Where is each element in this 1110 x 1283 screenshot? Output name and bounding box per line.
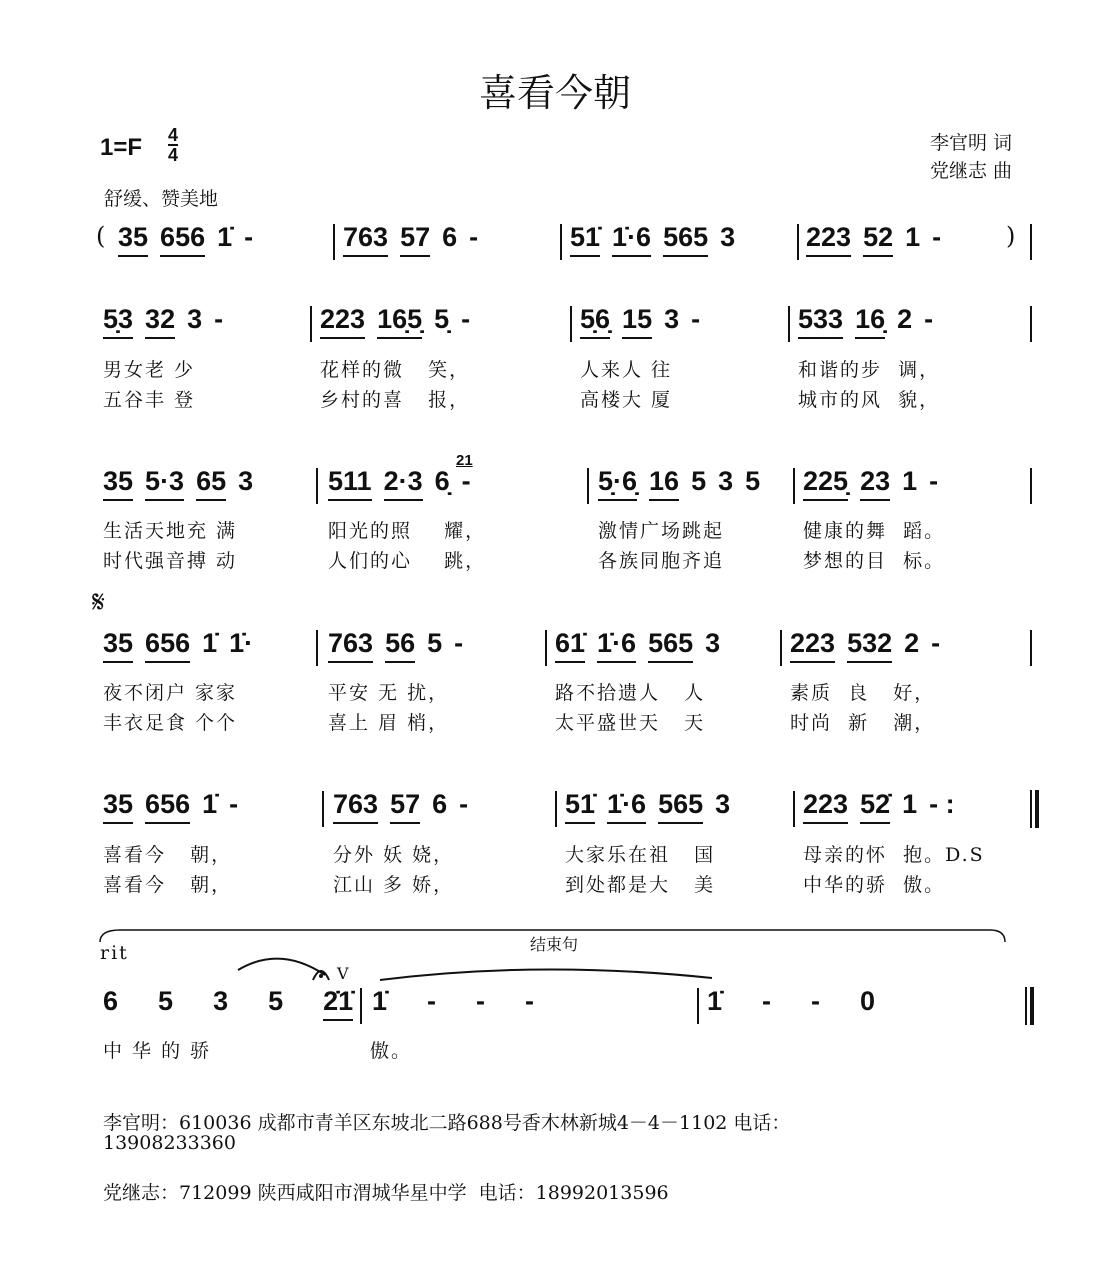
song-title: 喜看今朝 xyxy=(478,71,631,115)
segno-sign: 𝄋 xyxy=(92,585,105,620)
dash-note: - xyxy=(229,789,239,819)
note-group: 763 xyxy=(343,222,388,257)
barline xyxy=(1030,224,1032,260)
note-group: 656 xyxy=(145,628,190,663)
dash-note: - xyxy=(459,789,469,819)
barline xyxy=(570,306,572,342)
dash-note: - xyxy=(811,986,821,1016)
measure xyxy=(580,304,712,339)
barline xyxy=(310,306,312,342)
note-group: 35 xyxy=(103,628,133,663)
note-group: 3 xyxy=(715,789,731,819)
note-group: 1 xyxy=(905,222,921,252)
measure xyxy=(103,628,265,663)
note-group: 2 xyxy=(897,304,913,334)
barline xyxy=(788,306,790,342)
note-group: 5 xyxy=(691,466,707,496)
note-group: 3 xyxy=(238,466,254,496)
lyric: 和谐的步 调， xyxy=(798,359,941,381)
note-group: 5̣3 xyxy=(103,304,133,339)
note-group: 51̇ xyxy=(565,789,595,824)
note-group: 1̇· xyxy=(229,628,254,658)
barline xyxy=(1030,306,1032,342)
lyric: 素质 良 好， xyxy=(790,682,936,704)
note-group: 3 xyxy=(213,986,229,1016)
tempo-marking: 舒缓、赞美地 xyxy=(104,188,219,210)
note-group: 1̇·6 xyxy=(597,628,636,663)
measure xyxy=(372,986,574,1019)
lyric: 中 华 的 骄 xyxy=(103,1040,212,1062)
note-group: 6̣ xyxy=(434,466,450,496)
lyric: 丰衣足食 个个 xyxy=(103,712,238,734)
note-group: 1̇ xyxy=(202,789,218,819)
measure xyxy=(103,466,265,501)
note-group: 52̇ xyxy=(860,789,890,824)
fermata-dot xyxy=(319,974,323,978)
measure xyxy=(333,789,480,824)
key-signature: 1=F xyxy=(100,134,143,161)
note-group: 2·3 xyxy=(384,466,423,501)
lyric: 到处都是大 美 xyxy=(565,874,716,896)
barline xyxy=(1030,630,1032,666)
note-group: 1 xyxy=(902,466,918,496)
note-group: 3 xyxy=(720,222,736,252)
time-bottom: 4 xyxy=(168,145,179,165)
barline xyxy=(545,630,547,666)
note-group: 3 xyxy=(705,628,721,658)
note-group: 1̇ xyxy=(372,986,388,1016)
lyric: 人们的心 跳， xyxy=(328,550,487,572)
lyric: 阳光的照 耀， xyxy=(328,520,487,542)
time-top: 4 xyxy=(168,125,179,145)
lyric: 大家乐在祖 国 xyxy=(565,844,716,866)
dash-note: - xyxy=(469,222,479,252)
note-group: 51̇ xyxy=(570,222,600,257)
dash-note: - xyxy=(461,304,471,334)
measure xyxy=(598,466,772,501)
barline xyxy=(587,468,589,504)
note-group: 5̣·6̣ xyxy=(598,466,637,501)
measure xyxy=(103,789,250,824)
measure xyxy=(103,304,235,339)
measure xyxy=(570,222,747,257)
note-group: 32 xyxy=(145,304,175,339)
lyric: 太平盛世天 天 xyxy=(555,712,706,734)
composer: 党继志 曲 xyxy=(930,160,1013,182)
note-group: 533 xyxy=(798,304,843,339)
final-barline xyxy=(1025,987,1034,1025)
note-group: 1̇ xyxy=(217,222,233,252)
lyric: 花样的微 笑， xyxy=(320,359,471,381)
lyric: 傲。 xyxy=(370,1040,413,1062)
measure xyxy=(328,466,483,501)
dash-note: - xyxy=(931,628,941,658)
barline xyxy=(360,988,362,1024)
note-group: 52 xyxy=(863,222,893,257)
dash-note: - : xyxy=(929,789,955,819)
lyric: 各族同胞齐追 xyxy=(598,550,725,572)
note-group: 2̇1̇ xyxy=(323,986,353,1021)
note-group: 57 xyxy=(390,789,420,824)
note-group: 565 xyxy=(648,628,693,663)
lyric: 健康的舞 蹈。 xyxy=(803,520,946,542)
note-group: 35 xyxy=(103,466,133,501)
measure xyxy=(343,222,490,257)
lyricist: 李官明 词 xyxy=(930,132,1013,154)
note-group: 5 xyxy=(158,986,174,1016)
dash-note: - xyxy=(214,304,224,334)
barline xyxy=(697,988,699,1024)
barline xyxy=(555,791,557,827)
lyric: 五谷丰 登 xyxy=(103,389,196,411)
final-barline xyxy=(1030,790,1039,828)
barline xyxy=(793,791,795,827)
note-group: 35 xyxy=(103,789,133,824)
lyric: 男女老 少 xyxy=(103,359,196,381)
note-group: 16̣ xyxy=(855,304,885,339)
dash-note: - xyxy=(929,466,939,496)
note-group: 1̇ xyxy=(202,628,218,658)
note-group: 5̣6̣ xyxy=(580,304,610,339)
barline xyxy=(1030,468,1032,504)
dash-note: - xyxy=(762,986,772,1016)
note-group: 1̇·6 xyxy=(607,789,646,824)
barline xyxy=(560,224,562,260)
lyric: 人来人 往 xyxy=(580,359,673,381)
note-group: 5 xyxy=(427,628,443,658)
note-group: 565 xyxy=(658,789,703,824)
note-group: 565 xyxy=(663,222,708,257)
note-group: 16 xyxy=(649,466,679,501)
lyric: 江山 多 娇， xyxy=(333,874,455,896)
note-group: 3 xyxy=(664,304,680,334)
lyric: 喜看今 朝， xyxy=(103,844,233,866)
note-group: 5 xyxy=(745,466,761,496)
breath-mark: V xyxy=(337,964,349,983)
note-group: 223 xyxy=(803,789,848,824)
lyric: 分外 妖 娆， xyxy=(333,844,455,866)
grace-notes: 21 xyxy=(456,452,473,469)
note-group: 511 xyxy=(328,466,372,501)
dash-note: - xyxy=(924,304,934,334)
tie xyxy=(380,969,712,980)
note-group: 3 xyxy=(718,466,734,496)
note-group: 23 xyxy=(860,466,890,501)
note-group: 5·3 xyxy=(145,466,184,501)
dash-note: - xyxy=(461,466,471,496)
dash-note: - xyxy=(932,222,942,252)
note-group: 656 xyxy=(160,222,205,257)
barline xyxy=(316,468,318,504)
note-group: 3 xyxy=(187,304,203,334)
measure xyxy=(565,789,742,824)
note-group: 763 xyxy=(333,789,378,824)
note-group: 5 xyxy=(268,986,284,1016)
note-group: 532 xyxy=(847,628,892,663)
note-group: 225̣ xyxy=(803,466,848,501)
note-group: 35 xyxy=(118,222,148,257)
measure xyxy=(320,304,482,339)
note-group: 223 xyxy=(320,304,365,339)
dash-note: - xyxy=(476,986,486,1016)
rit-marking: rit xyxy=(100,942,129,964)
slur xyxy=(238,959,325,975)
note-group: 763 xyxy=(328,628,373,663)
note-group: 223 xyxy=(806,222,851,257)
note-group: 6 xyxy=(442,222,458,252)
note-group: 56 xyxy=(385,628,415,663)
lyric: 梦想的目 标。 xyxy=(803,550,946,572)
note-group: 1 xyxy=(902,789,918,819)
measure xyxy=(803,789,967,824)
note-group: 2 xyxy=(904,628,920,658)
close-paren: ) xyxy=(1006,222,1016,250)
lyric: 激情广场跳起 xyxy=(598,520,725,542)
note-group: 0 xyxy=(860,986,876,1016)
barline xyxy=(780,630,782,666)
note-group: 65 xyxy=(196,466,226,501)
lyric: 喜看今 朝， xyxy=(103,874,233,896)
footer-line: 党继志：712099 陕西咸阳市渭城华星中学 电话：18992013596 xyxy=(103,1182,669,1204)
note-group: 5̣ xyxy=(434,304,450,334)
dash-note: - xyxy=(691,304,701,334)
measure xyxy=(790,628,952,663)
barline xyxy=(316,630,318,666)
dash-note: - xyxy=(525,986,535,1016)
lyric: 乡村的喜 报， xyxy=(320,389,471,411)
ending-label: 结束句 xyxy=(530,935,579,954)
lyric: 高楼大 厦 xyxy=(580,389,673,411)
measure xyxy=(707,986,915,1019)
note-group: 223 xyxy=(790,628,835,663)
footer-line: 13908233360 xyxy=(103,1132,236,1154)
note-group: 61̇ xyxy=(555,628,585,663)
lyric: 母亲的怀 抱。D.S xyxy=(803,844,985,866)
barline xyxy=(797,224,799,260)
note-group: 16̣5̣ xyxy=(377,304,422,339)
lyric: 喜上 眉 梢， xyxy=(328,712,450,734)
lyric: 时尚 新 潮， xyxy=(790,712,936,734)
note-group: 1̇ xyxy=(707,986,723,1016)
measure xyxy=(118,222,265,257)
note-group: 6 xyxy=(432,789,448,819)
dash-note: - xyxy=(427,986,437,1016)
barline xyxy=(322,791,324,827)
lyric: 夜不闭户 家家 xyxy=(103,682,238,704)
measure xyxy=(328,628,475,663)
lyric: 生活天地充 满 xyxy=(103,520,238,542)
note-group: 57 xyxy=(400,222,430,257)
measure xyxy=(806,222,953,257)
open-paren: ( xyxy=(96,222,106,250)
note-group: 1̇·6 xyxy=(612,222,651,257)
barline xyxy=(333,224,335,260)
ending-bracket xyxy=(100,930,1005,942)
barline xyxy=(793,468,795,504)
note-group: 6 xyxy=(103,986,119,1016)
footer-line: 李官明：610036 成都市青羊区东坡北二路688号香木林新城4－4－1102 电话： xyxy=(103,1112,791,1134)
note-group: 15 xyxy=(622,304,652,339)
measure xyxy=(555,628,732,663)
lyric: 中华的骄 傲。 xyxy=(803,874,946,896)
measure xyxy=(803,466,950,501)
dash-note: - xyxy=(454,628,464,658)
dash-note: - xyxy=(244,222,254,252)
lyric: 时代强音搏 动 xyxy=(103,550,238,572)
lyric: 平安 无 扰， xyxy=(328,682,450,704)
note-group: 656 xyxy=(145,789,190,824)
measure xyxy=(798,304,945,339)
lyric: 城市的风 貌， xyxy=(798,389,941,411)
lyric: 路不拾遗人 人 xyxy=(555,682,706,704)
measure xyxy=(103,986,393,1021)
